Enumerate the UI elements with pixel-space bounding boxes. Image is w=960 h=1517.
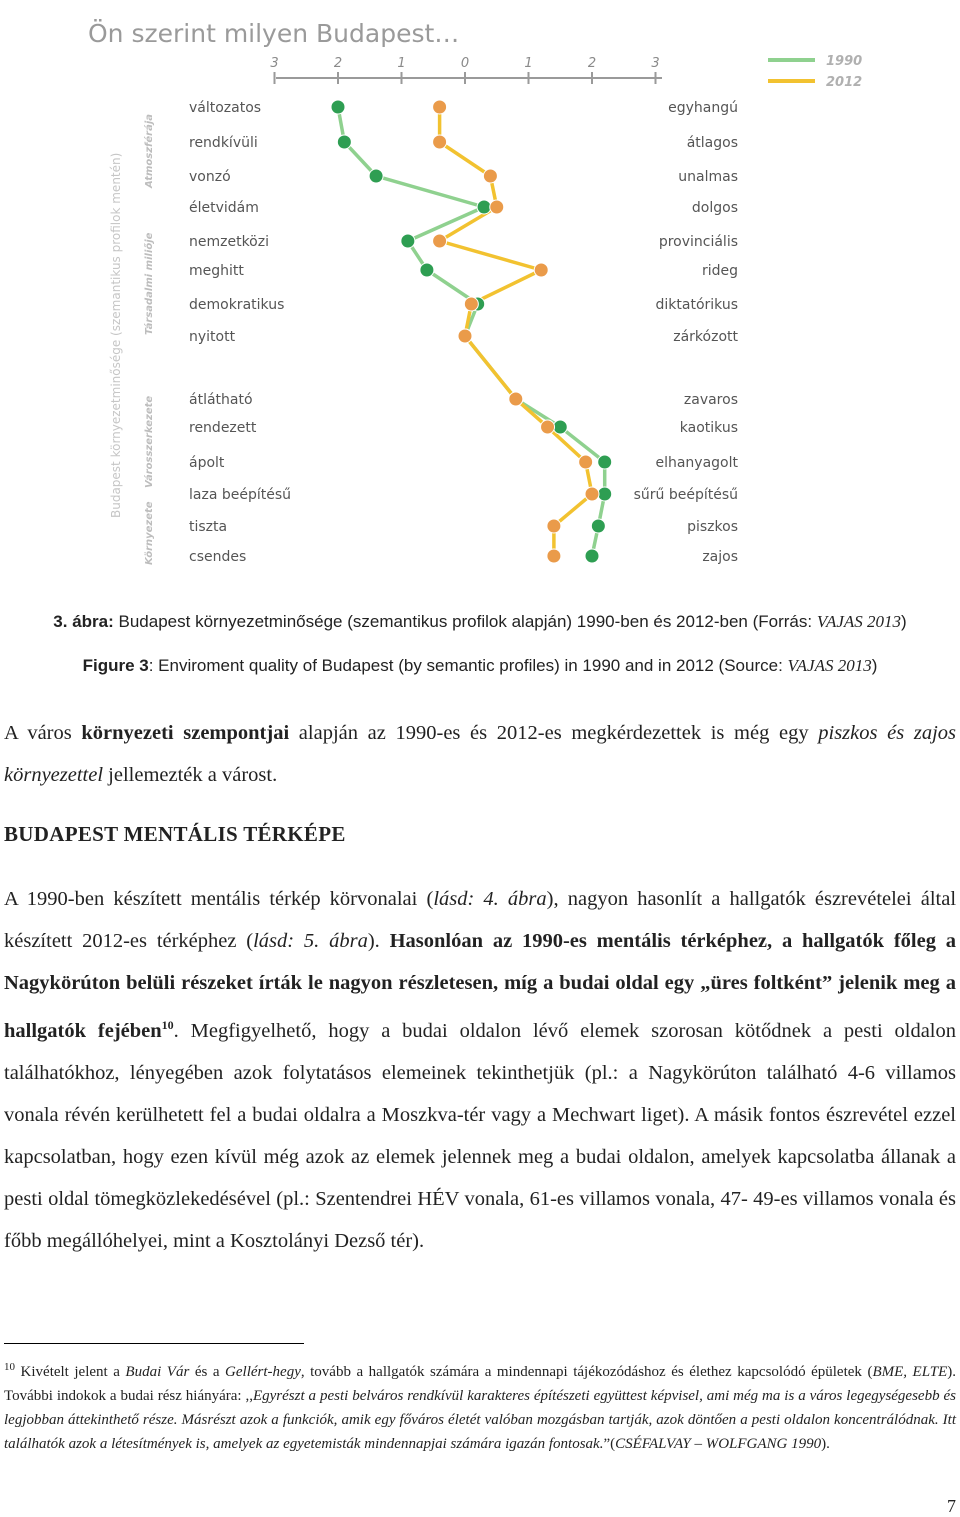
legend-label-2012: 2012	[826, 75, 863, 90]
right-adjective: diktatórikus	[655, 297, 738, 313]
section-heading: BUDAPEST MENTÁLIS TÉRKÉPE	[4, 822, 346, 846]
p2-b: lásd: 4. ábra	[433, 888, 547, 910]
semantic-profile-chart	[0, 0, 960, 600]
right-adjective: sűrű beépítésű	[633, 487, 738, 503]
data-point-2012	[483, 169, 497, 183]
fn-h: Egyrészt a pesti belváros rendkívül karakteres építészeti együttest képvisel, ami még ma is a város legegységesebb és legjobban áttekinthető része. Másrészt azok a funkciók, amik egy főváros életét valóban mozgásban tartják, azok döntően a pesti oldalon koncentrálódnak. Itt találhatók azok a létesítmények is, amelyek az egyetemisták mindennapjai számára igazán fontosak.	[4, 1388, 956, 1452]
data-point-1990	[591, 519, 605, 533]
side-group-label: Társadalmi miliője	[144, 232, 155, 335]
left-adjective: vonzó	[189, 169, 231, 185]
p2-e: ).	[367, 930, 390, 952]
data-point-1990	[369, 169, 383, 183]
chart-legend	[768, 54, 862, 90]
data-point-2012	[541, 420, 555, 434]
p2-f: Hasonlóan az 1990-es mentális térképhez, a hallgatók főleg a Nagykörúton belüli részeket írták le nagyon részletesen, míg a budai oldal egy „üres foltként” jelenik meg a hallgatók fejében	[4, 930, 956, 1042]
left-adjective: nyitott	[189, 329, 236, 345]
caption-hu-source: VAJAS 2013	[816, 612, 902, 631]
axis-tick-label: 0	[460, 56, 470, 71]
data-point-2012	[585, 487, 599, 501]
fn-e: , tovább a hallgatók számára a mindennapi tájékozódáshoz és élethez kapcsolódó épületek (	[300, 1364, 873, 1380]
side-group-label: Atmoszférája	[144, 113, 155, 188]
data-point-2012	[433, 135, 447, 149]
fn-d: Gellért-hegy	[225, 1364, 301, 1380]
right-adjective: unalmas	[678, 169, 738, 185]
caption-en-end: )	[871, 656, 878, 675]
axis-tick-label: 1	[397, 56, 406, 71]
data-point-2012	[534, 263, 548, 277]
fn-c: és a	[189, 1364, 226, 1380]
data-point-1990	[598, 455, 612, 469]
left-adjective: életvidám	[189, 200, 259, 216]
fn-f: BME, ELTE	[872, 1364, 948, 1380]
caption-en-text: : Enviroment quality of Budapest (by semantic profiles) in 1990 and in 2012 (Source:	[148, 656, 788, 675]
data-point-1990	[598, 487, 612, 501]
fn-g: ). További indokok a budai rész hiányára: ,,	[4, 1364, 956, 1404]
p2-h: . Megfigyelhető, hogy a budai oldalon lévő elemek szorosan kötődnek a pesti oldalon találhatókhoz, lényegében azok folytatásos elemeinek tekinthetjük (pl.: a Nagykörúton található 4-6 villamos vonala révén kerülhetett fel a budai oldalra a Moszkva-tér vagy a Mechwart liget). A másik fontos észrevétel ezzel kapcsolatban, hogy ezen kívül még azok az elemek jelennek meg a budai oldalon, amelyek kapcsolatba állanak a pesti oldal tömegközlekedésével (pl.: Szentendrei HÉV vonala, 61-es villamos vonala, 47- 49-es villamos vonala és főbb megállóhelyei, mint a Kosztolányi Dezső tér).	[4, 1019, 956, 1252]
left-adjective: rendezett	[189, 420, 257, 436]
left-adjective: tiszta	[189, 519, 228, 535]
data-point-2012	[433, 100, 447, 114]
p1-b: környezeti szempontjai	[81, 722, 290, 744]
fn-j: CSÉFALVAY – WOLFGANG 1990	[615, 1436, 822, 1452]
data-point-1990	[477, 200, 491, 214]
data-point-1990	[553, 420, 567, 434]
p1-a: A város	[4, 722, 82, 744]
paragraph-mental-map	[4, 878, 956, 1262]
fn-i: ”(	[603, 1436, 616, 1452]
footnote-ref[interactable]: 10	[161, 1018, 174, 1032]
data-point-1990	[401, 234, 415, 248]
page-number: 7	[947, 1496, 956, 1516]
caption-en-prefix: Figure 3	[82, 656, 149, 675]
legend-label-1990: 1990	[826, 54, 863, 69]
right-adjective: elhanyagolt	[655, 455, 738, 471]
data-point-2012	[547, 519, 561, 533]
p2-a: A 1990-ben készített mentális térkép körvonalai (	[4, 888, 434, 910]
p1-d: piszkos és zajos környezettel	[4, 722, 957, 786]
side-group-label: Városszerkezete	[144, 395, 155, 488]
data-point-2012	[579, 455, 593, 469]
fn-b: Budai Vár	[125, 1364, 190, 1380]
left-adjective: rendkívüli	[189, 135, 258, 151]
caption-english	[0, 656, 960, 676]
right-adjective: kaotikus	[679, 420, 738, 436]
p1-e: jellemezték a várost.	[103, 764, 278, 786]
right-adjective: zárkózott	[673, 329, 738, 345]
right-adjective: zajos	[702, 549, 738, 565]
footnote-number: 10	[4, 1361, 15, 1373]
data-point-2012	[509, 392, 523, 406]
p2-d: lásd: 5. ábra	[253, 930, 368, 952]
left-adjective: csendes	[189, 549, 247, 565]
right-adjective: átlagos	[686, 135, 738, 151]
axis-tick-label: 3	[270, 56, 279, 71]
left-adjective: demokratikus	[189, 297, 285, 313]
right-adjective: rideg	[701, 263, 738, 279]
data-point-1990	[585, 549, 599, 563]
scale-axis	[270, 56, 662, 84]
caption-hungarian	[0, 612, 960, 632]
axis-tick-label: 2	[587, 56, 597, 71]
axis-tick-label: 3	[651, 56, 660, 71]
side-labels	[109, 114, 155, 565]
left-adjective: meghitt	[189, 263, 244, 279]
paragraph-environment	[4, 712, 956, 796]
right-adjectives	[634, 100, 739, 565]
left-adjectives	[189, 100, 291, 565]
right-adjective: dolgos	[691, 200, 738, 216]
figure-3-chart	[0, 0, 960, 600]
left-adjective: nemzetközi	[189, 234, 269, 250]
right-adjective: egyhangú	[668, 100, 738, 116]
caption-hu-text: Budapest környezetminősége (szemantikus profilok alapján) 1990-ben és 2012-ben (Forrás:	[113, 612, 817, 631]
data-point-2012	[458, 329, 472, 343]
right-adjective: piszkos	[687, 519, 738, 535]
data-point-1990	[420, 263, 434, 277]
footnote	[4, 1355, 956, 1456]
p2-c: ), nagyon hasonlít a hallgatók észrevételei által készített 2012-es térképhez (	[4, 888, 957, 952]
fn-a: Kivételt jelent a	[15, 1364, 126, 1380]
data-point-1990	[337, 135, 351, 149]
left-adjective: ápolt	[189, 455, 225, 471]
left-adjective: átlátható	[189, 392, 253, 408]
p1-c: alapján az 1990-es és 2012-es megkérdezettek is még egy	[289, 722, 819, 744]
data-point-2012	[433, 234, 447, 248]
fn-k: ).	[821, 1436, 830, 1452]
right-adjective: provinciális	[658, 234, 738, 250]
side-group-label: Környezete	[144, 501, 155, 565]
left-adjective: változatos	[189, 100, 262, 116]
data-point-1990	[331, 100, 345, 114]
data-point-2012	[490, 200, 504, 214]
caption-hu-prefix: 3. ábra:	[53, 612, 114, 631]
chart-title: Ön szerint milyen Budapest…	[88, 19, 460, 48]
caption-hu-end: )	[901, 612, 907, 631]
side-label-main: Budapest környezetminősége (szemantikus profilok mentén)	[109, 152, 123, 518]
axis-tick-label: 2	[333, 56, 343, 71]
axis-tick-label: 1	[524, 56, 533, 71]
profile-points	[331, 100, 612, 563]
right-adjective: zavaros	[683, 392, 738, 408]
caption-en-source: VAJAS 2013	[787, 656, 872, 675]
data-point-2012	[547, 549, 561, 563]
footnote-divider	[4, 1343, 304, 1344]
left-adjective: laza beépítésű	[189, 487, 292, 503]
data-point-2012	[464, 297, 478, 311]
